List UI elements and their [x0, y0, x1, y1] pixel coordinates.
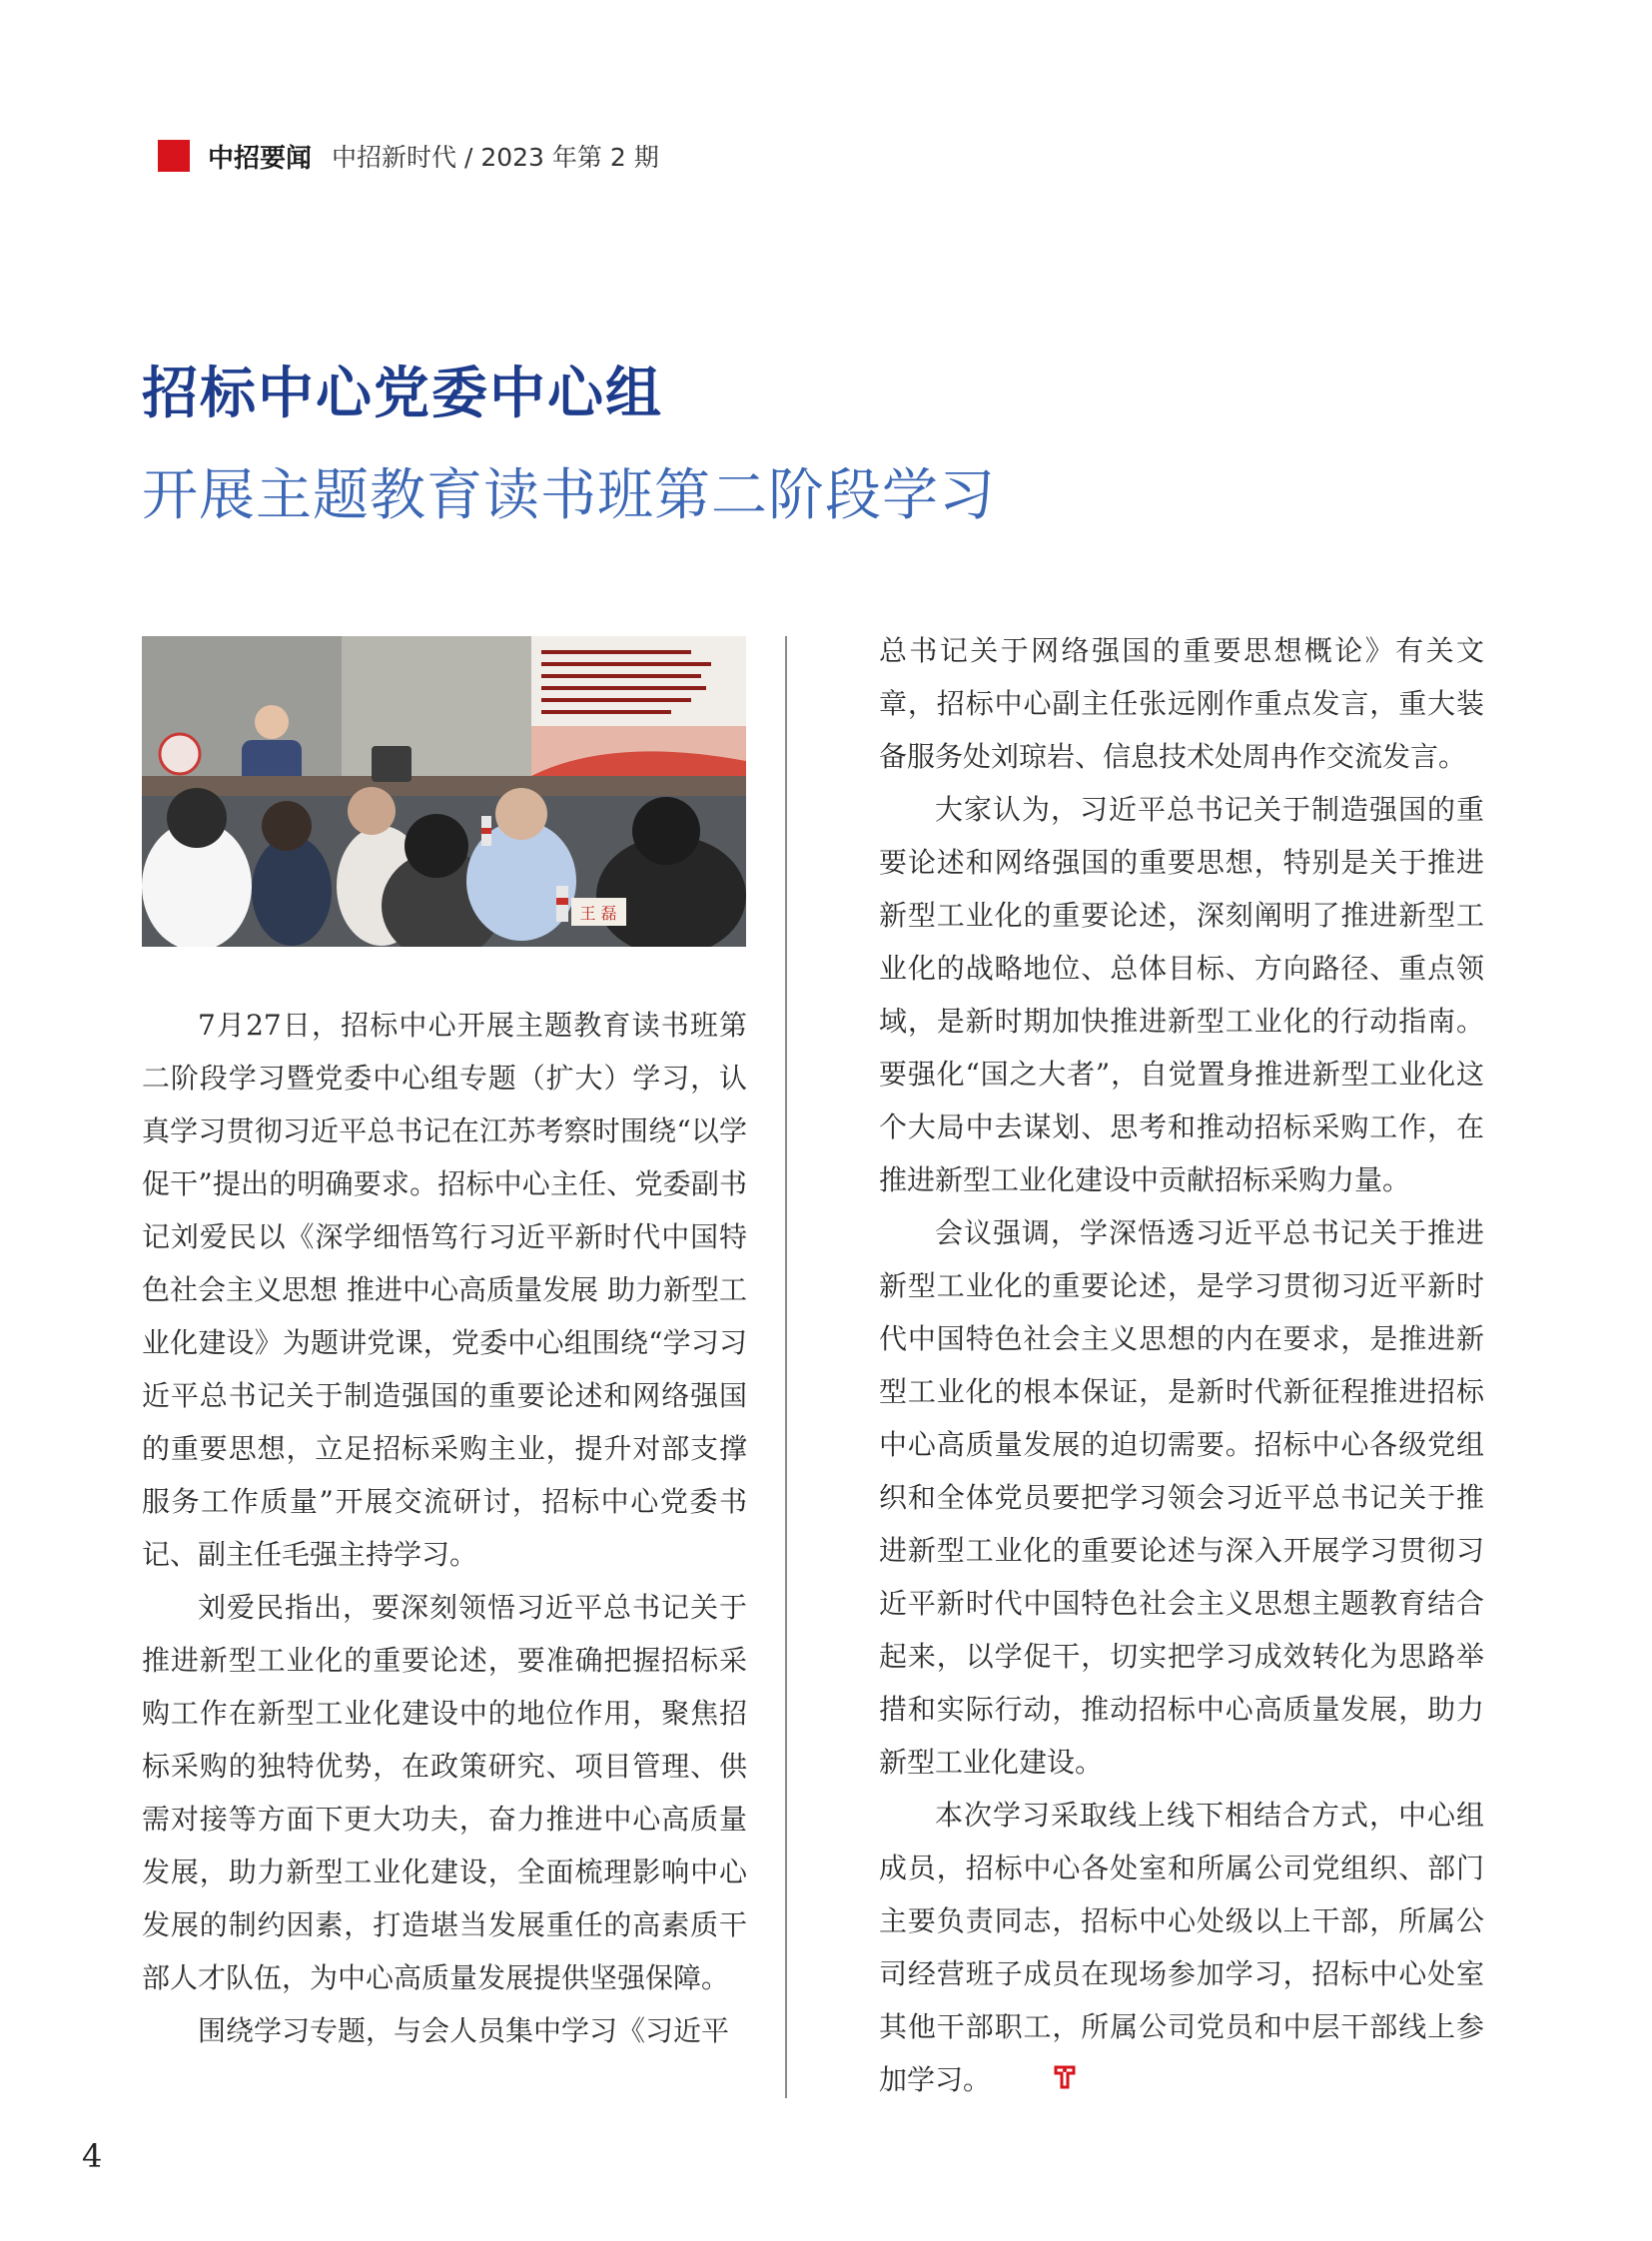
paragraph-final [879, 1789, 1484, 2108]
paragraph: 会议强调，学深悟透习近平总书记关于推进新型工业化的重要论述，是学习贯彻习近平新时代中国特色社会主义思想的内在要求，是推进新型工业化的根本保证，是新时代新征程推进招标中心高质量发展的迫切需要。招标中心各级党组织和全体党员要把学习领会习近平总书记关于推进新型工业化的重要论述与深入开展学习贯彻习近平新时代中国特色社会主义思想主题教育结合起来，以学促干，切实把学习成效转化为思路举措和实际行动，推动招标中心高质量发展，助力新型工业化建设。 [879, 1216, 1484, 1779]
section-label: 中招要闻 [208, 143, 313, 174]
issue-label: 中招新时代 / 2023 年第 2 期 [332, 143, 659, 172]
nameplate-text: 王 磊 [579, 904, 617, 923]
meeting-photo [142, 636, 746, 947]
column-divider [785, 636, 787, 2098]
running-header [158, 136, 659, 176]
end-mark-icon [997, 2055, 1077, 2108]
paragraph-text: 本次学习采取线上线下相结合方式，中心组成员，招标中心各处室和所属公司党组织、部门主要负责同志，招标中心处级以上干部，所属公司经营班子成员在现场参加学习，招标中心处室其他干部职工，所属公司党员和中层干部线上参加学习。 [879, 1799, 1484, 2096]
right-column [879, 624, 1484, 2108]
paragraph-continued: 总书记关于网络强国的重要思想概论》有关文章，招标中心副主任张远刚作重点发言，重大装备服务处刘琼岩、信息技术处周冉作交流发言。 [879, 634, 1484, 773]
section-marker [158, 140, 190, 172]
article-title: 招标中心党委中心组 [142, 362, 663, 426]
paragraph: 围绕学习专题，与会人员集中学习《习近平 [198, 2014, 730, 2047]
paragraph: 7月27日，招标中心开展主题教育读书班第二阶段学习暨党委中心组专题（扩大）学习，认真学习贯彻习近平总书记在江苏考察时围绕“以学促干”提出的明确要求。招标中心主任、党委副书记刘爱民以《深学细悟笃行习近平新时代中国特色社会主义思想 推进中心高质量发展 助力新型工业化建设》为题讲党课，党委中心组围绕“学习习近平总书记关于制造强国的重要论述和网络强国的重要思想，立足招标采购主业，提升对部支撑服务工作质量”开展交流研讨，招标中心党委书记、副主任毛强主持学习。 [142, 1009, 747, 1571]
paragraph: 大家认为，习近平总书记关于制造强国的重要论述和网络强国的重要思想，特别是关于推进新型工业化的重要论述，深刻阐明了推进新型工业化的战略地位、总体目标、方向路径、重点领域，是新时期加快推进新型工业化的行动指南。要强化“国之大者”，自觉置身推进新型工业化这个大局中去谋划、思考和推动招标采购工作，在推进新型工业化建设中贡献招标采购力量。 [879, 793, 1484, 1196]
page-number: 4 [82, 2137, 103, 2175]
article-subtitle: 开展主题教育读书班第二阶段学习 [142, 463, 996, 528]
left-column [142, 999, 747, 2057]
paragraph: 刘爱民指出，要深刻领悟习近平总书记关于推进新型工业化的重要论述，要准确把握招标采购工作在新型工业化建设中的地位作用，聚焦招标采购的独特优势，在政策研究、项目管理、供需对接等方面下更大功夫，奋力推进中心高质量发展，助力新型工业化建设，全面梳理影响中心发展的制约因素，打造堪当发展重任的高素质干部人才队伍，为中心高质量发展提供坚强保障。 [142, 1591, 747, 1994]
